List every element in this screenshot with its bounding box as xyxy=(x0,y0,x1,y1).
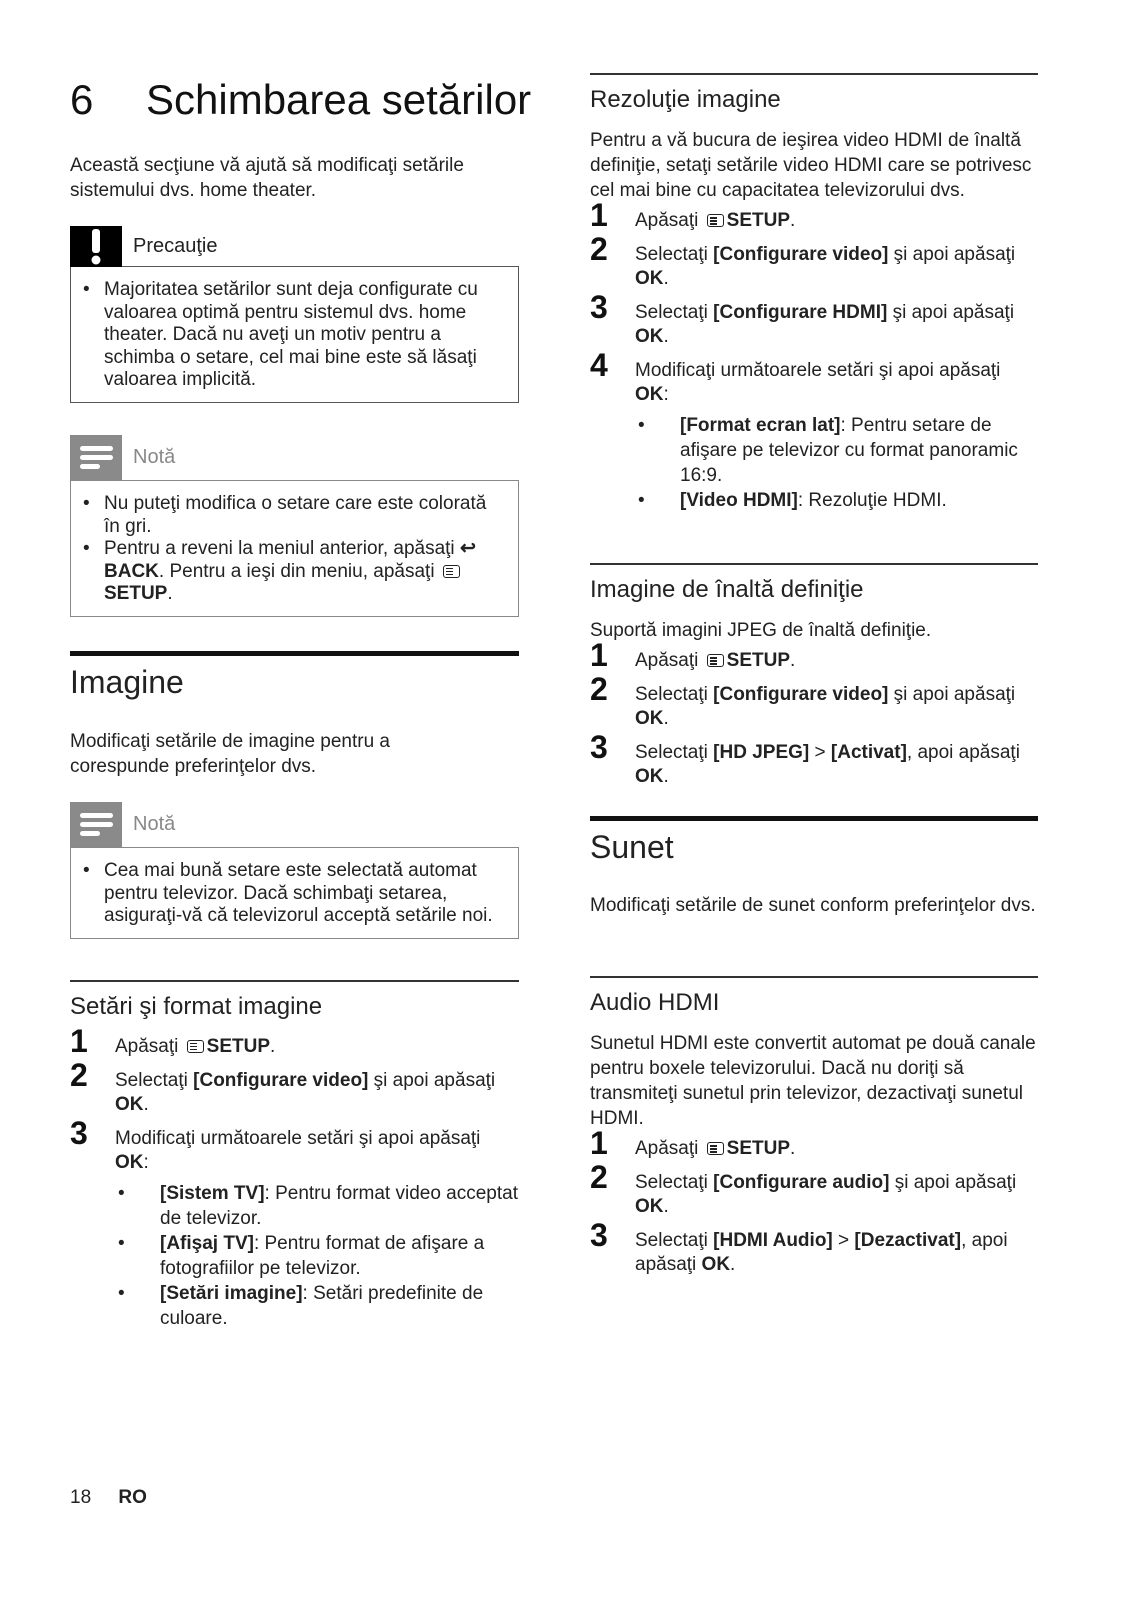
option-list xyxy=(635,413,1038,513)
bold-term: SETUP xyxy=(726,1138,791,1159)
bold-term: [Afişaj TV] xyxy=(160,1232,254,1254)
back-icon: ↩ xyxy=(459,538,476,559)
step-text xyxy=(635,683,1038,731)
subsection-heading: Setări şi format imagine xyxy=(70,992,323,1020)
setup-icon xyxy=(187,1040,204,1053)
subsection-divider xyxy=(590,73,1038,75)
step-text xyxy=(635,741,1038,789)
section-rezolutie xyxy=(590,73,1038,523)
section-setari xyxy=(70,980,519,1341)
text-segment: , apoi apăsaţi xyxy=(906,742,1020,763)
text-segment: . xyxy=(790,650,796,671)
text-segment: . xyxy=(790,210,796,231)
step-item xyxy=(70,1022,519,1059)
subsection-heading: Audio HDMI xyxy=(590,989,720,1016)
bold-term: [Activat] xyxy=(830,742,907,763)
step-number: 1 xyxy=(590,637,608,673)
step-text xyxy=(635,359,1038,407)
step-number: 1 xyxy=(70,1022,88,1059)
step-text xyxy=(635,649,1038,673)
text-segment: . xyxy=(663,708,669,729)
text-segment: Selectaţi xyxy=(635,684,714,705)
note-icon xyxy=(70,802,122,847)
text-segment: şi apoi apăsaţi xyxy=(888,244,1016,265)
subsection-divider xyxy=(590,976,1038,978)
text-segment: . xyxy=(663,326,669,347)
note-header xyxy=(70,802,519,847)
step-list xyxy=(590,197,1038,513)
section-hd xyxy=(590,563,1038,799)
bold-term: SETUP xyxy=(726,650,791,671)
step-item xyxy=(590,671,1038,731)
bold-term: [Format ecran lat] xyxy=(680,415,841,436)
bullet: • xyxy=(118,1282,125,1304)
text-segment: . xyxy=(167,583,173,604)
setup-icon xyxy=(707,654,724,667)
page-number: 18 xyxy=(70,1487,92,1508)
text-segment: Pentru a reveni la meniul anterior, apăsaţi xyxy=(104,538,460,559)
text-segment: . xyxy=(663,1196,669,1217)
step-text xyxy=(635,301,1038,349)
step-number: 2 xyxy=(590,671,608,707)
bullet: • xyxy=(638,490,645,511)
step-text xyxy=(635,1137,1038,1161)
step-number: 3 xyxy=(590,1217,608,1253)
note-label: Notă xyxy=(133,813,176,835)
step-item xyxy=(70,1114,519,1331)
bold-term: [Sistem TV] xyxy=(160,1182,265,1204)
step-item xyxy=(590,1125,1038,1161)
text-segment: > xyxy=(832,1230,855,1251)
text-segment: : Pentru format video acceptat de televizor. xyxy=(160,1182,518,1229)
note-box xyxy=(70,435,519,617)
page-footer xyxy=(70,1487,147,1509)
bold-term: [Setări imagine] xyxy=(160,1282,303,1304)
bold-term: OK xyxy=(635,384,664,405)
step-number: 3 xyxy=(70,1114,88,1151)
step-number: 2 xyxy=(590,1159,608,1195)
bold-term: BACK xyxy=(104,560,159,582)
subsection-divider xyxy=(590,563,1038,565)
text-segment: şi apoi apăsaţi xyxy=(889,1172,1017,1193)
bold-term: OK xyxy=(635,1196,664,1217)
step-text xyxy=(115,1035,519,1059)
bold-term: OK xyxy=(635,326,664,347)
step-item xyxy=(590,197,1038,233)
bold-term: OK xyxy=(635,708,664,729)
bold-term: [Configurare video] xyxy=(713,244,889,265)
setup-icon xyxy=(707,214,724,227)
bold-term: [Configurare video] xyxy=(713,684,889,705)
text-segment: . xyxy=(790,1138,796,1159)
bullet: • xyxy=(118,1182,125,1204)
text-segment: Selectaţi xyxy=(115,1069,194,1091)
step-text xyxy=(635,1171,1038,1219)
option-item xyxy=(115,1181,519,1231)
chapter-intro: Această secţiune vă ajută să modificaţi setările sistemului dvs. home theater. xyxy=(70,155,464,201)
note-box xyxy=(70,802,519,939)
subsection-heading: Imagine de înaltă definiţie xyxy=(590,576,864,603)
step-text xyxy=(115,1069,519,1117)
section-divider xyxy=(590,816,1038,821)
text-segment: Selectaţi xyxy=(635,742,714,763)
text-segment: Selectaţi xyxy=(635,302,714,323)
text-segment: . xyxy=(270,1035,276,1057)
subsection-intro: Pentru a vă bucura de ieşirea video HDMI de înaltă definiţie, setaţi setările video HDMI care se potrivesc cel mai bine cu capacitatea televizorului dvs. xyxy=(590,130,1032,201)
text-segment: şi apoi apăsaţi xyxy=(368,1069,496,1091)
bold-term: SETUP xyxy=(104,583,168,604)
step-text xyxy=(115,1127,519,1175)
caution-label: Precauţie xyxy=(133,235,218,257)
text-segment: Modificaţi următoarele setări şi apoi apăsaţi xyxy=(635,360,1001,381)
option-item xyxy=(115,1231,519,1281)
text-segment: . xyxy=(730,1254,736,1275)
section-heading-imagine: Imagine xyxy=(70,664,184,700)
text-segment: Selectaţi xyxy=(635,244,714,265)
text-segment: > xyxy=(809,742,831,763)
text-segment: : Rezoluţie HDMI. xyxy=(797,490,947,511)
text-segment: Selectaţi xyxy=(635,1230,714,1251)
bold-term: [Dezactivat] xyxy=(854,1230,962,1251)
imagine-intro: Modificaţi setările de imagine pentru a corespunde preferinţelor dvs. xyxy=(70,731,391,777)
bold-term: [Configurare video] xyxy=(193,1069,369,1091)
caution-header xyxy=(70,226,519,267)
text-segment: . xyxy=(663,268,669,289)
bold-term: [Video HDMI] xyxy=(680,490,798,511)
section-audio xyxy=(590,976,1038,1287)
step-item xyxy=(590,637,1038,673)
text-segment: . xyxy=(663,766,669,787)
text-segment: . xyxy=(143,1093,149,1115)
step-text xyxy=(635,243,1038,291)
option-list xyxy=(115,1181,519,1331)
section-divider xyxy=(70,651,519,656)
step-number: 2 xyxy=(70,1056,88,1093)
step-list xyxy=(590,637,1038,789)
text-segment: : xyxy=(143,1151,149,1173)
section-heading-sunet: Sunet xyxy=(590,829,674,865)
step-number: 2 xyxy=(590,231,608,267)
bold-term: OK xyxy=(635,766,664,787)
step-number: 3 xyxy=(590,729,608,765)
text-segment: : Pentru format de afişare a fotografiilor pe televizor. xyxy=(160,1232,485,1279)
note-item xyxy=(81,538,506,606)
step-number: 1 xyxy=(590,1125,608,1161)
option-item xyxy=(115,1281,519,1331)
subsection-divider xyxy=(70,980,519,982)
note-header xyxy=(70,435,519,480)
bold-term: SETUP xyxy=(206,1035,271,1057)
bullet: • xyxy=(638,415,645,436)
bold-term: OK xyxy=(115,1151,144,1173)
step-number: 4 xyxy=(590,347,608,383)
option-item xyxy=(635,413,1038,488)
bold-term: OK xyxy=(635,268,664,289)
bold-term: OK xyxy=(701,1254,731,1275)
setup-icon xyxy=(707,1142,724,1155)
subsection-heading: Rezoluţie imagine xyxy=(590,86,781,113)
step-number: 1 xyxy=(590,197,608,233)
option-item xyxy=(635,488,1038,513)
note-item xyxy=(81,493,506,538)
text-segment: Apăsaţi xyxy=(635,210,704,231)
step-text xyxy=(635,1229,1038,1277)
bullet: • xyxy=(118,1232,125,1254)
note-item: • Cea mai bună setare este selectată automat pentru televizor. Dacă schimbaţi setarea, asiguraţi-vă că televizorul acceptă setările noi. xyxy=(81,860,506,928)
subsection-intro: Sunetul HDMI este convertit automat pe două canale pentru boxele televizorului. Dacă nu doriţi să transmiteţi sunetul prin televizor, dezactivaţi sunetul HDMI. xyxy=(590,1033,1036,1129)
note-label: Notă xyxy=(133,446,176,468)
note-body xyxy=(70,480,519,617)
exclamation-icon xyxy=(70,226,122,267)
text-segment: : Setări predefinite de culoare. xyxy=(160,1282,484,1329)
text-segment: : Pentru setare de afişare pe televizor cu format panoramic 16:9. xyxy=(680,415,1018,486)
text-segment: Apăsaţi xyxy=(635,1138,704,1159)
text-segment: , apoi apăsaţi xyxy=(635,1230,1008,1275)
bold-term: OK xyxy=(115,1093,144,1115)
step-item xyxy=(70,1056,519,1117)
note-body xyxy=(70,847,519,939)
language-code: RO xyxy=(118,1487,147,1508)
step-item xyxy=(590,729,1038,789)
step-item xyxy=(590,231,1038,291)
sunet-intro: Modificaţi setările de sunet conform preferinţelor dvs. xyxy=(590,895,1036,916)
setup-icon xyxy=(443,565,460,578)
subsection-intro: Suportă imagini JPEG de înaltă definiţie. xyxy=(590,620,932,641)
step-text xyxy=(635,209,1038,233)
text-segment: şi apoi apăsaţi xyxy=(888,684,1016,705)
text-segment: Modificaţi următoarele setări şi apoi apăsaţi xyxy=(115,1127,481,1149)
step-item xyxy=(590,1159,1038,1219)
bold-term: [HD JPEG] xyxy=(713,742,810,763)
step-number: 3 xyxy=(590,289,608,325)
note-icon xyxy=(70,435,122,480)
chapter-number: 6 xyxy=(70,76,94,123)
bold-term: [Configurare audio] xyxy=(713,1172,890,1193)
step-list xyxy=(590,1125,1038,1277)
caution-body xyxy=(70,267,519,403)
step-item xyxy=(590,1217,1038,1277)
text-segment: Apăsaţi xyxy=(635,650,704,671)
step-list xyxy=(70,1022,519,1331)
text-segment: şi apoi apăsaţi xyxy=(887,302,1015,323)
step-item xyxy=(590,347,1038,513)
bold-term: SETUP xyxy=(726,210,791,231)
step-item xyxy=(590,289,1038,349)
caution-item: • Majoritatea setărilor sunt deja configurate cu valoarea optimă pentru sistemul dvs. home theater. Dacă nu aveţi un motiv pentru a schimba o setare, cel mai bine este să lăsaţi valoarea implicită. xyxy=(81,279,506,392)
text-segment: . Pentru a ieşi din meniu, apăsaţi xyxy=(158,560,440,582)
text-segment: : xyxy=(663,384,669,405)
text-segment: Selectaţi xyxy=(635,1172,714,1193)
caution-box xyxy=(70,226,519,403)
text-segment: Apăsaţi xyxy=(115,1035,184,1057)
chapter-title-text: Schimbarea setărilor xyxy=(146,76,532,123)
text-segment: Nu puteţi modifica o setare care este colorată în gri. xyxy=(104,493,487,537)
bold-term: [HDMI Audio] xyxy=(713,1230,833,1251)
bold-term: [Configurare HDMI] xyxy=(713,302,888,323)
